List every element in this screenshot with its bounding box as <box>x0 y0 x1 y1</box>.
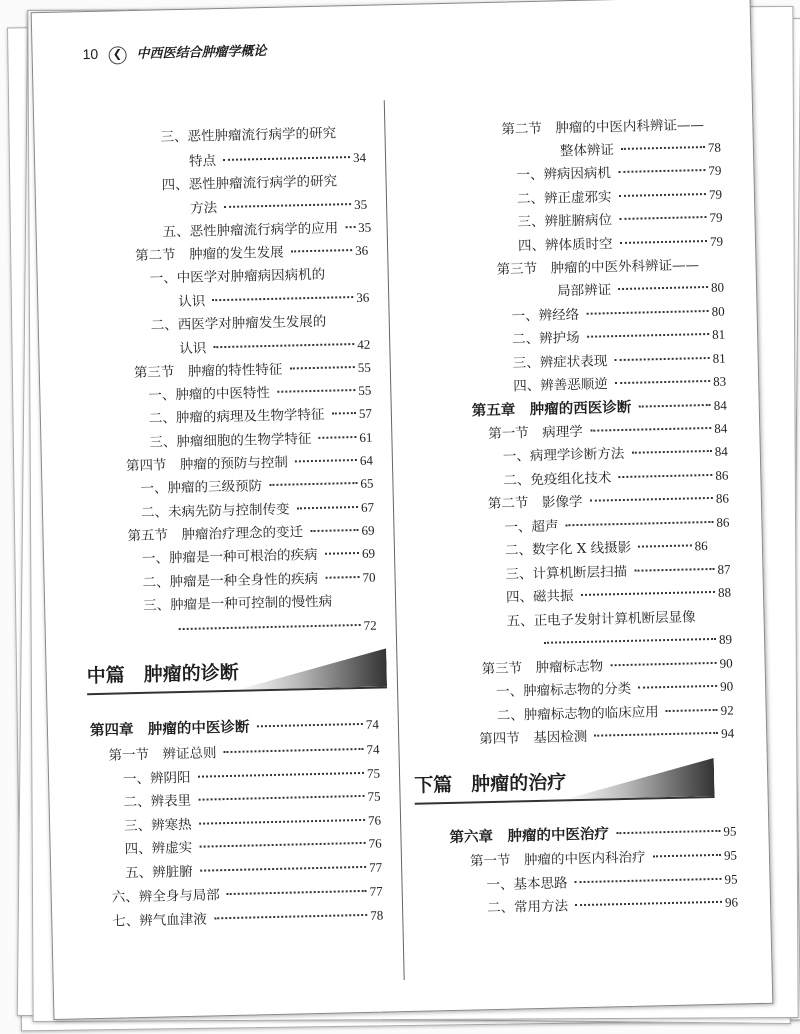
toc-label: 一、中医学对肿瘤病因病机的 <box>149 266 326 287</box>
toc-item[interactable] <box>487 893 738 917</box>
toc-label: 一、肿瘤标志物的分类 <box>496 680 632 700</box>
toc-label: 二、肿瘤的病理及生物学特征 <box>148 406 325 427</box>
toc-item[interactable] <box>124 835 381 859</box>
toc-label: 一、辨病因病机 <box>516 165 612 184</box>
toc-label: 一、辨阴阳 <box>122 769 191 788</box>
dot-leader <box>310 529 359 532</box>
toc-label: 第五章 肿瘤的西医诊断 <box>471 398 632 420</box>
dot-leader <box>618 193 706 197</box>
toc-section[interactable] <box>488 420 727 443</box>
toc-item[interactable] <box>179 336 370 358</box>
toc-page-number: 74 <box>365 716 380 732</box>
toc-label: 四、辨体质时空 <box>517 236 613 255</box>
toc-label: 二、常用方法 <box>486 898 569 917</box>
toc-label: 四、恶性肿瘤流行病学的研究 <box>161 173 338 194</box>
toc-item[interactable] <box>160 124 340 146</box>
toc-item[interactable] <box>123 765 380 789</box>
toc-label: 六、辨全身与局部 <box>111 887 220 906</box>
toc-page-number: 69 <box>361 522 375 538</box>
toc-section[interactable] <box>479 725 734 749</box>
dot-leader <box>621 146 705 150</box>
toc-item[interactable] <box>149 429 372 452</box>
toc-label: 三、肿瘤是一种可控制的慢性病 <box>142 593 333 614</box>
toc-page-number: 36 <box>356 289 370 305</box>
toc-page-number: 88 <box>717 584 732 600</box>
toc-item[interactable] <box>513 373 726 396</box>
toc-item[interactable] <box>143 593 336 615</box>
toc-item[interactable] <box>486 870 737 894</box>
toc-label: 第五节 肿瘤治疗理念的变迁 <box>127 524 304 545</box>
toc-page-number: 86 <box>694 538 708 554</box>
dot-leader <box>575 878 722 883</box>
page-header <box>82 40 266 65</box>
toc-page-number: 79 <box>709 209 723 225</box>
toc-label: 二、数字化 X 线摄影 <box>504 539 632 559</box>
toc-label: 四、辨善恶顺逆 <box>513 376 608 395</box>
toc-section[interactable] <box>134 359 371 382</box>
toc-page-number: 86 <box>715 490 730 506</box>
book-title: 中西医结合肿瘤学概论 <box>136 43 267 62</box>
dot-leader <box>223 748 363 753</box>
toc-item[interactable] <box>506 584 731 607</box>
dot-leader <box>331 412 356 415</box>
dot-leader <box>638 404 711 408</box>
part-banner-wedge <box>236 648 387 689</box>
toc-page-number: 83 <box>713 373 727 389</box>
toc-label: 二、辨表里 <box>123 792 192 811</box>
toc-item[interactable] <box>178 289 369 311</box>
toc-label: 整体辨证 <box>559 142 615 160</box>
toc-page-number: 94 <box>721 725 735 741</box>
dot-leader <box>289 366 355 369</box>
toc-page-number: 75 <box>366 765 381 781</box>
toc-page-number: 61 <box>359 429 373 445</box>
toc-label: 二、辨正虚邪实 <box>516 189 612 208</box>
toc-label: 局部辨证 <box>556 282 612 300</box>
toc-label: 第四节 基因检测 <box>479 728 588 748</box>
toc-right-column <box>387 0 747 917</box>
toc-label: 五、辨脏腑 <box>125 863 193 882</box>
toc-page-number: 69 <box>361 545 376 561</box>
dot-leader <box>256 723 363 727</box>
toc-page-number: 80 <box>711 303 725 319</box>
toc-page-number: 55 <box>358 382 372 398</box>
dot-leader <box>544 638 716 644</box>
toc-page-number: 86 <box>716 514 730 530</box>
toc-label: 三、辨症状表现 <box>512 353 608 372</box>
back-arrow-icon: ❮ <box>108 46 126 64</box>
dot-leader <box>610 662 717 666</box>
toc-label: 五、正电子发射计算机断层显像 <box>506 609 696 630</box>
dot-leader <box>199 819 366 825</box>
part-title: 中篇 肿瘤的诊断 <box>86 661 239 688</box>
toc-label: 方法 <box>189 200 218 217</box>
dot-leader <box>295 459 357 462</box>
toc-page-number: 67 <box>360 499 375 515</box>
dot-leader <box>214 914 368 919</box>
toc-label <box>537 636 541 652</box>
dot-leader <box>324 552 359 555</box>
dot-leader <box>638 544 692 547</box>
toc-label: 第一节 肿瘤的中医内科治疗 <box>469 849 646 870</box>
toc-item[interactable] <box>496 678 733 701</box>
dot-leader <box>615 380 711 384</box>
toc-item[interactable] <box>517 209 722 232</box>
toc-page-number: 34 <box>352 149 367 166</box>
toc-page-number: 81 <box>711 326 726 342</box>
dot-leader <box>565 521 713 526</box>
column-divider <box>384 100 405 980</box>
toc-item[interactable] <box>504 514 729 537</box>
toc-label: 七、辨气血津液 <box>112 911 207 930</box>
toc-item[interactable] <box>190 196 367 218</box>
dot-leader <box>589 497 713 502</box>
toc-label: 一、病理学诊断方法 <box>502 445 625 465</box>
toc-item[interactable] <box>497 702 734 725</box>
dot-leader <box>616 830 721 834</box>
toc-page-number: 42 <box>357 336 371 352</box>
dot-leader <box>631 450 712 454</box>
dot-leader <box>345 226 355 228</box>
dot-leader <box>580 591 715 596</box>
toc-section[interactable] <box>126 452 373 476</box>
toc-item[interactable] <box>123 788 380 812</box>
toc-label: 一、辨经络 <box>511 306 580 325</box>
toc-page-number: 36 <box>354 242 369 258</box>
toc-label <box>172 622 176 638</box>
toc-label: 二、西医学对肿瘤发生发展的 <box>150 313 327 334</box>
toc-page-number: 55 <box>357 359 371 375</box>
toc-label: 一、基本思路 <box>486 875 568 894</box>
toc-label: 一、超声 <box>504 518 559 536</box>
toc-item[interactable] <box>537 631 732 653</box>
toc-label: 第一节 病理学 <box>488 423 584 443</box>
toc-page-number: 78 <box>370 907 384 923</box>
toc-label: 第三节 肿瘤的中医外科辨证—— <box>496 257 700 278</box>
toc-item[interactable] <box>505 561 730 584</box>
toc-page-number: 70 <box>362 569 376 585</box>
dot-leader <box>594 732 718 737</box>
toc-item[interactable] <box>142 569 375 592</box>
dot-leader <box>666 709 718 712</box>
toc-item[interactable] <box>148 382 371 405</box>
toc-page-number: 89 <box>718 631 733 647</box>
toc-label: 一、肿瘤的三级预防 <box>140 478 263 497</box>
toc-item[interactable] <box>511 303 724 326</box>
part-title: 下篇 肿瘤的治疗 <box>414 771 567 797</box>
dot-leader <box>198 795 365 801</box>
toc-label: 三、恶性肿瘤流行病学的研究 <box>160 125 337 146</box>
toc-label: 二、未病先防与控制传变 <box>140 501 290 521</box>
toc-page-number: 96 <box>724 894 739 910</box>
toc-item[interactable] <box>112 883 383 907</box>
toc-item[interactable] <box>150 266 330 288</box>
toc-item[interactable] <box>560 139 721 161</box>
toc-section[interactable] <box>127 522 374 546</box>
dot-leader <box>224 203 351 208</box>
toc-section[interactable] <box>135 242 368 265</box>
toc-page-number: 86 <box>715 467 729 483</box>
dot-leader <box>200 866 367 872</box>
toc-page-number: 77 <box>368 859 383 875</box>
toc-item[interactable] <box>112 907 383 931</box>
toc-page-number: 95 <box>723 847 738 863</box>
toc-page-number: 79 <box>709 233 724 249</box>
toc-item[interactable] <box>513 350 726 373</box>
toc-label: 第一节 辨证总则 <box>108 745 217 764</box>
toc-item[interactable] <box>162 219 371 242</box>
dot-leader <box>269 482 358 486</box>
dot-leader <box>620 240 708 244</box>
toc-label: 第二节 肿瘤的中医内科辨证—— <box>501 117 705 138</box>
part-underline <box>415 796 715 805</box>
toc-item[interactable] <box>518 233 723 256</box>
toc-item[interactable] <box>161 172 341 194</box>
toc-page-number: 84 <box>713 397 727 413</box>
toc-label: 第四章 肿瘤的中医诊断 <box>89 718 250 740</box>
toc-item[interactable] <box>125 859 382 883</box>
dot-leader <box>318 436 356 439</box>
toc-item[interactable] <box>149 405 372 428</box>
toc-item[interactable] <box>151 313 331 335</box>
dot-leader <box>587 333 710 338</box>
toc-chapter[interactable] <box>449 822 736 847</box>
part-banner-wedge <box>564 758 715 799</box>
toc-item[interactable] <box>557 279 724 301</box>
toc-item[interactable] <box>505 537 708 560</box>
toc-label: 第二节 肿瘤的发生发展 <box>135 244 284 264</box>
toc-chapter[interactable] <box>90 716 379 741</box>
toc-page-number: 72 <box>363 617 377 633</box>
toc-page-number: 90 <box>719 678 734 694</box>
dot-leader <box>619 216 707 220</box>
toc-item[interactable] <box>142 545 375 568</box>
dot-leader <box>223 156 350 161</box>
toc-page-number: 95 <box>724 871 738 887</box>
dot-leader <box>590 427 712 432</box>
page-number: 10 <box>82 45 99 63</box>
toc-section[interactable] <box>470 846 737 870</box>
toc-label: 特点 <box>188 153 217 170</box>
dot-leader <box>296 506 358 509</box>
toc-label: 认识 <box>178 293 206 311</box>
toc-item[interactable] <box>512 326 725 349</box>
toc-item[interactable] <box>503 443 728 466</box>
toc-label: 第三节 肿瘤的特性特征 <box>133 361 283 382</box>
toc-item[interactable] <box>506 608 699 630</box>
toc-page-number: 87 <box>717 561 731 577</box>
dot-leader <box>291 249 353 252</box>
dot-leader <box>179 624 361 630</box>
toc-label: 二、肿瘤标志物的临床应用 <box>496 704 659 724</box>
dot-leader <box>638 685 717 689</box>
toc-page-number: 35 <box>357 219 372 235</box>
toc-label: 认识 <box>179 340 207 358</box>
toc-item[interactable] <box>141 499 374 522</box>
toc-label: 第四节 肿瘤的预防与控制 <box>125 454 289 475</box>
toc-item[interactable] <box>140 475 373 498</box>
dot-leader <box>575 901 722 906</box>
toc-label: 第六章 肿瘤的中医治疗 <box>449 825 610 847</box>
toc-label: 一、肿瘤是一种可根治的疾病 <box>141 546 318 567</box>
dot-leader <box>586 310 709 315</box>
toc-page-number: 57 <box>358 405 373 421</box>
toc-page-number: 76 <box>367 812 382 828</box>
toc-page-number: 81 <box>712 350 726 366</box>
toc-item[interactable] <box>172 617 377 640</box>
dot-leader <box>618 169 706 173</box>
dot-leader <box>614 357 710 361</box>
part-heading <box>86 648 387 695</box>
toc-page <box>31 0 774 1020</box>
toc-page-number: 65 <box>360 475 374 491</box>
toc-label: 一、肿瘤的中医特性 <box>148 384 271 404</box>
toc-section[interactable] <box>501 116 708 139</box>
dot-leader <box>213 343 354 348</box>
toc-page-number: 75 <box>367 788 381 804</box>
toc-section[interactable] <box>108 741 379 765</box>
toc-page-number: 79 <box>708 186 723 202</box>
toc-page-number: 90 <box>719 655 733 671</box>
dot-leader <box>618 474 712 478</box>
toc-item[interactable] <box>516 162 721 185</box>
dot-leader <box>198 772 365 778</box>
toc-label: 三、计算机断层扫描 <box>505 563 628 583</box>
toc-label: 五、恶性肿瘤流行病学的应用 <box>162 220 339 241</box>
dot-leader <box>199 842 366 848</box>
toc-section[interactable] <box>481 655 732 679</box>
toc-item[interactable] <box>189 149 366 171</box>
toc-page-number: 80 <box>710 279 725 295</box>
dot-leader <box>325 576 360 579</box>
toc-item[interactable] <box>517 186 722 209</box>
dot-leader <box>652 854 721 858</box>
toc-page-number: 77 <box>369 883 383 899</box>
dot-leader <box>618 286 708 290</box>
toc-label: 四、磁共振 <box>505 588 574 606</box>
toc-label: 第二节 影像学 <box>487 493 583 513</box>
dot-leader <box>277 389 356 393</box>
dot-leader <box>634 568 715 572</box>
toc-page-number: 95 <box>723 823 737 839</box>
toc-page-number: 79 <box>708 162 722 178</box>
dot-leader <box>227 890 367 895</box>
toc-page-number: 76 <box>368 835 382 851</box>
toc-label: 四、辨虚实 <box>124 839 193 858</box>
toc-page-number: 84 <box>714 443 728 459</box>
toc-label: 三、辨脏腑病位 <box>517 212 613 231</box>
toc-chapter[interactable] <box>472 397 727 421</box>
toc-section[interactable] <box>496 256 703 279</box>
toc-label: 二、辨护场 <box>512 329 580 348</box>
toc-label: 三、辨寒热 <box>123 816 192 835</box>
dot-leader <box>212 296 353 301</box>
toc-label: 三、肿瘤细胞的生物学特征 <box>149 431 312 451</box>
toc-page-number: 84 <box>714 420 728 436</box>
toc-label: 第三节 肿瘤标志物 <box>481 658 604 678</box>
toc-section[interactable] <box>488 490 729 513</box>
toc-page-number: 64 <box>359 452 374 468</box>
toc-page-number: 78 <box>707 139 722 155</box>
toc-page-number: 35 <box>353 196 368 213</box>
toc-label: 二、免疫组化技术 <box>503 470 612 489</box>
toc-page-number: 74 <box>366 741 380 757</box>
part-heading <box>414 758 715 805</box>
toc-label: 二、肿瘤是一种全身性的疾病 <box>142 570 319 591</box>
toc-page-number: 92 <box>720 702 734 718</box>
toc-item[interactable] <box>503 467 728 490</box>
toc-item[interactable] <box>124 812 381 836</box>
part-underline <box>87 686 387 695</box>
